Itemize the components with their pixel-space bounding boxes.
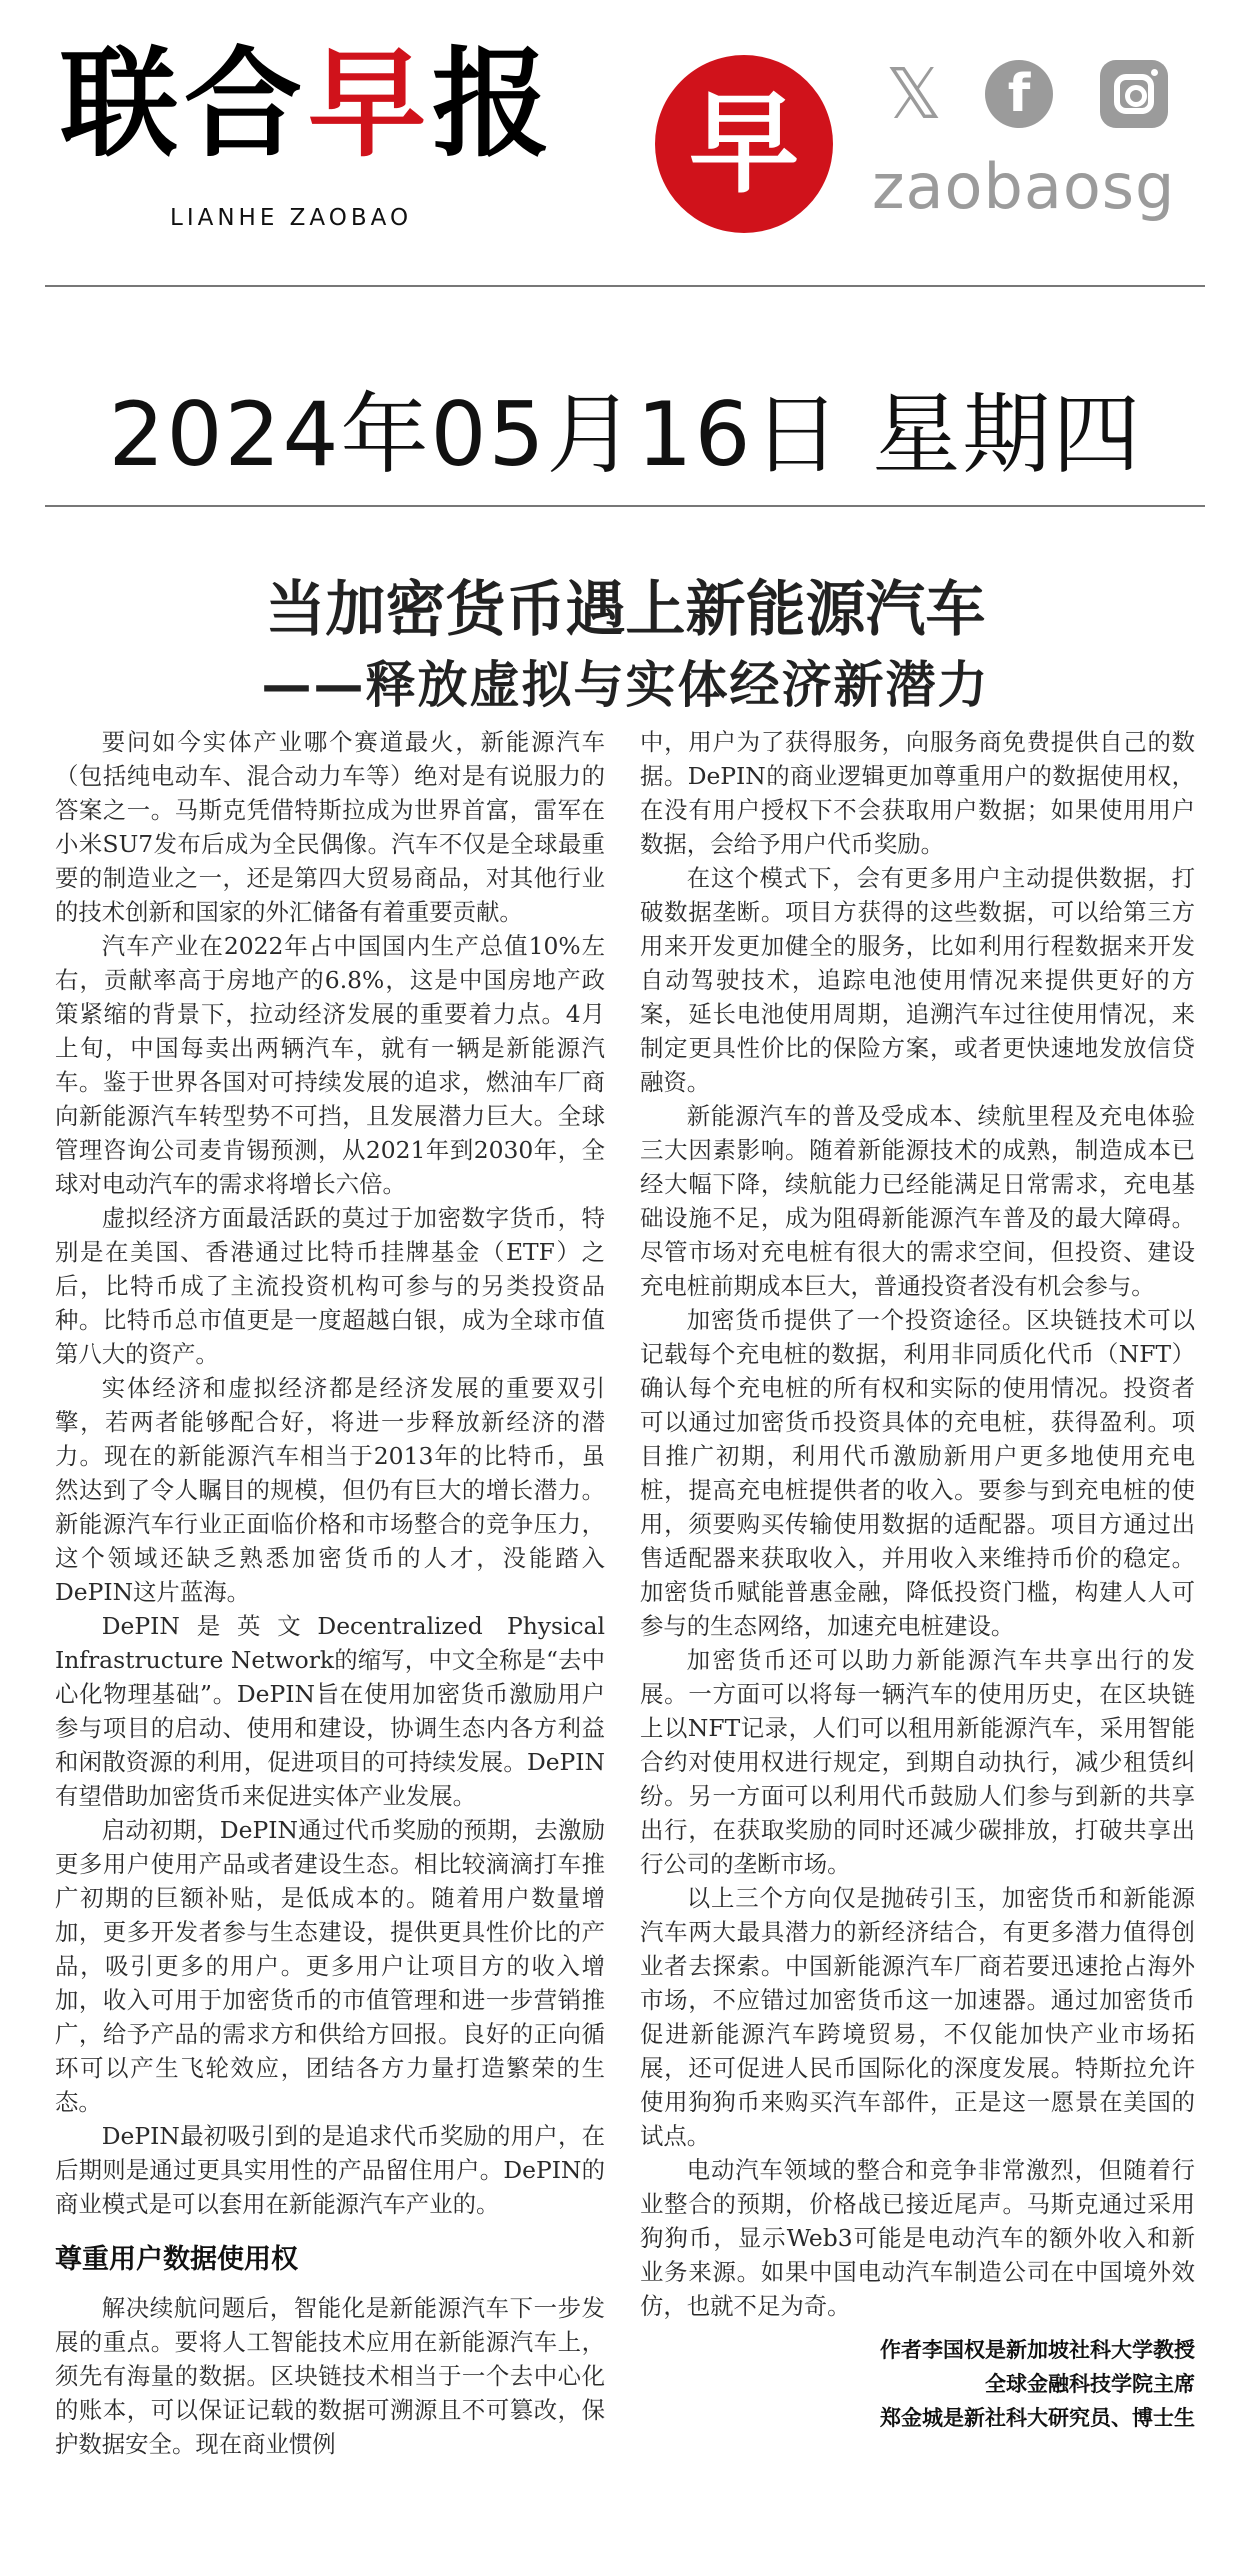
social-icons xyxy=(880,53,1200,135)
newspaper-logo: 联合早报 xyxy=(60,35,557,173)
paragraph: 要问如今实体产业哪个赛道最火，新能源汽车（包括纯电动车、混合动力车等）绝对是有说服力的答案之一。马斯克凭借特斯拉成为世界首富，雷军在小米SU7发布后成为全民偶像。汽车不仅是全球最重要的制造业之一，还是第四大贸易商品，对其他行业的技术创新和国家的外汇储备有着重要贡献。 xyxy=(55,728,605,926)
facebook-icon: f xyxy=(985,60,1053,128)
byline-line: 郑金城是新社科大研究员、博士生 xyxy=(880,2406,1195,2430)
article-subtitle: ——释放虚拟与实体经济新潜力 xyxy=(261,656,990,714)
zao-badge-icon: 早 xyxy=(655,55,833,233)
paragraph: 实体经济和虚拟经济都是经济发展的重要双引擎，若两者能够配合好，将进一步释放新经济的潜力。现在的新能源汽车相当于2013年的比特币，虽然达到了令人瞩目的规模，但仍有巨大的增长潜力。新能源汽车行业正面临价格和市场整合的竞争压力，这个领域还缺乏熟悉加密货币的人才，没能踏入DePIN这片蓝海。 xyxy=(55,1374,605,1606)
byline-line: 作者李国权是新加坡社科大学教授 xyxy=(880,2338,1195,2362)
x-icon: 𝕏 xyxy=(885,53,943,135)
paragraph: DePIN是英文Decentralized Physical Infrastructure Network的缩写，中文全称是“去中心化物理基础”。DePIN旨在使用加密货币激励用户参与项目的启动、使用和建设，协调生态内各方利益和闲散资源的利用，促进项目的可持续发展。DePIN有望借助加密货币来促进实体产业发展。 xyxy=(55,1612,605,1810)
article-column-left xyxy=(55,725,605,2461)
instagram-icon xyxy=(1100,60,1168,128)
paragraph-continuation: 中，用户为了获得服务，向服务商免费提供自己的数据。DePIN的商业逻辑更加尊重用户的数据使用权，在没有用户授权下不会获取用户数据；如果使用用户数据，会给予用户代币奖励。 xyxy=(640,728,1195,858)
article-title: 当加密货币遇上新能源汽车 xyxy=(265,575,986,645)
paragraph: 电动汽车领域的整合和竞争非常激烈，但随着行业整合的预期，价格战已接近尾声。马斯克通过采用狗狗币，显示Web3可能是电动汽车的额外收入和新业务来源。如果中国电动汽车制造公司在中国境外效仿，也就不足为奇。 xyxy=(640,2156,1195,2320)
paragraph: 启动初期，DePIN通过代币奖励的预期，去激励更多用户使用产品或者建设生态。相比较滴滴打车推广初期的巨额补贴，是低成本的。随着用户数量增加，更多开发者参与生态建设，提供更具性价比的产品，吸引更多的用户。更多用户让项目方的收入增加，收入可用于加密货币的市值管理和进一步营销推广，给予产品的需求方和供给方回报。良好的正向循环可以产生飞轮效应，团结各方力量打造繁荣的生态。 xyxy=(55,1816,605,2116)
paragraph: 以上三个方向仅是抛砖引玉，加密货币和新能源汽车两大最具潜力的新经济结合，有更多潜力值得创业者去探索。中国新能源汽车厂商若要迅速抢占海外市场，不应错过加密货币这一加速器。通过加密货币促进新能源汽车跨境贸易，不仅能加快产业市场拓展，还可促进人民币国际化的深度发展。特斯拉允许使用狗狗币来购买汽车部件，正是这一愿景在美国的试点。 xyxy=(640,1884,1195,2150)
article-column-right xyxy=(640,725,1195,2435)
paragraph: 解决续航问题后，智能化是新能源汽车下一步发展的重点。要将人工智能技术应用在新能源汽车上，须先有海量的数据。区块链技术相当于一个去中心化的账本，可以保证记载的数据可溯源且不可篡改，保护数据安全。现在商业惯例 xyxy=(55,2294,605,2458)
author-byline xyxy=(640,2333,1195,2435)
paragraph: 汽车产业在2022年占中国国内生产总值10%左右，贡献率高于房地产的6.8%，这是中国房地产政策紧缩的背景下，拉动经济发展的重要着力点。4月上旬，中国每卖出两辆汽车，就有一辆是新能源汽车。鉴于世界各国对可持续发展的追求，燃油车厂商向新能源汽车转型势不可挡，且发展潜力巨大。全球管理咨询公司麦肯锡预测，从2021年到2030年，全球对电动汽车的需求将增长六倍。 xyxy=(55,932,605,1198)
paragraph: 加密货币提供了一个投资途径。区块链技术可以记载每个充电桩的数据，利用非同质化代币（NFT）确认每个充电桩的所有权和实际的使用情况。投资者可以通过加密货币投资具体的充电桩，获得盈利。项目推广初期，利用代币激励新用户更多地使用充电桩，提高充电桩提供者的收入。要参与到充电桩的使用，须要购买传输使用数据的适配器。项目方通过出售适配器来获取收入，并用收入来维持币价的稳定。加密货币赋能普惠金融，降低投资门槛，构建人人可参与的生态网络，加速充电桩建设。 xyxy=(640,1306,1195,1640)
section-heading: 尊重用户数据使用权 xyxy=(55,2244,298,2275)
paragraph: 加密货币还可以助力新能源汽车共享出行的发展。一方面可以将每一辆汽车的使用历史，在区块链上以NFT记录，人们可以租用新能源汽车，采用智能合约对使用权进行规定，到期自动执行，减少租赁纠纷。另一方面可以利用代币鼓励人们参与到新的共享出行，在获取奖励的同时还减少碳排放，打破共享出行公司的垄断市场。 xyxy=(640,1646,1195,1878)
issue-date: 2024年05月16日 星期四 xyxy=(108,383,1143,486)
masthead xyxy=(0,0,1251,280)
newspaper-logo-subtitle: LIANHE ZAOBAO xyxy=(170,205,413,231)
byline-line: 全球金融科技学院主席 xyxy=(985,2372,1195,2396)
top-divider xyxy=(45,285,1205,287)
social-handle: zaobaosg xyxy=(872,150,1176,223)
paragraph: 新能源汽车的普及受成本、续航里程及充电体验三大因素影响。随着新能源技术的成熟，制造成本已经大幅下降，续航能力已经能满足日常需求，充电基础设施不足，成为阻碍新能源汽车普及的最大障碍。尽管市场对充电桩有很大的需求空间，但投资、建设充电桩前期成本巨大，普通投资者没有机会参与。 xyxy=(640,1102,1195,1300)
paragraph: DePIN最初吸引到的是追求代币奖励的用户，在后期则是通过更具实用性的产品留住用户。DePIN的商业模式是可以套用在新能源汽车产业的。 xyxy=(55,2122,605,2218)
paragraph: 在这个模式下，会有更多用户主动提供数据，打破数据垄断。项目方获得的这些数据，可以给第三方用来开发更加健全的服务，比如利用行程数据来开发自动驾驶技术，追踪电池使用情况来提供更好的方案，延长电池使用周期，追溯汽车过往使用情况，来制定更具性价比的保险方案，或者更快速地发放信贷融资。 xyxy=(640,864,1195,1096)
paragraph: 虚拟经济方面最活跃的莫过于加密数字货币，特别是在美国、香港通过比特币挂牌基金（ETF）之后，比特币成了主流投资机构可参与的另类投资品种。比特币总市值更是一度超越白银，成为全球市值第八大的资产。 xyxy=(55,1204,605,1368)
date-divider xyxy=(45,505,1205,507)
